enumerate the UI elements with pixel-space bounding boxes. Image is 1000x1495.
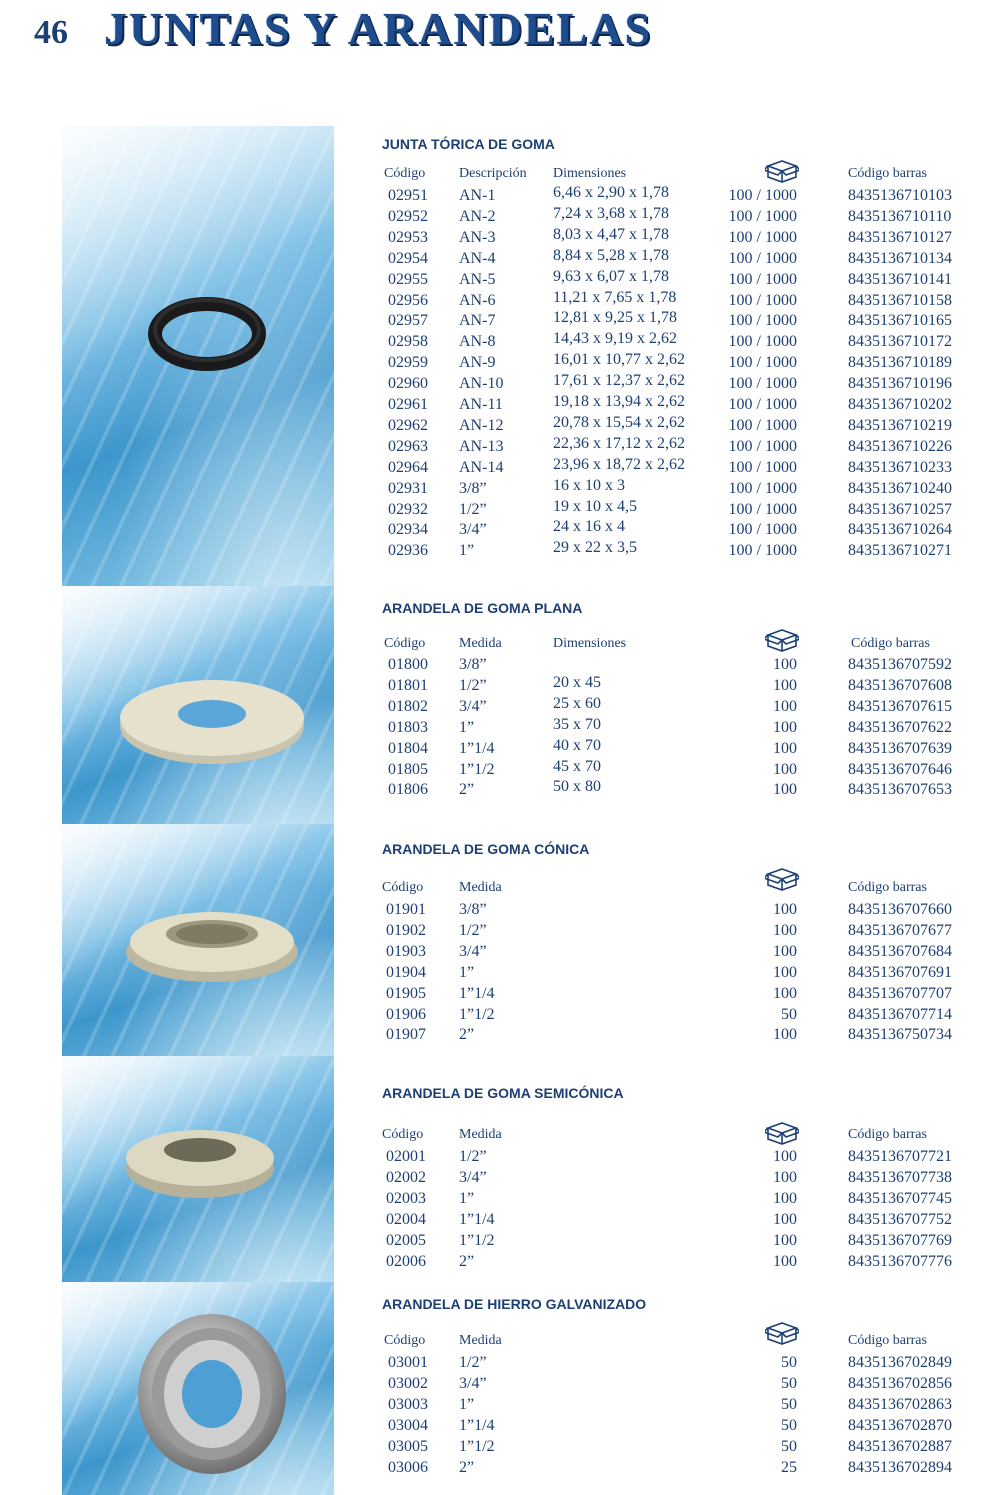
cell-quantity: 100 / 1000: [728, 416, 797, 434]
cell-code: 01904: [386, 963, 426, 981]
cell-description: AN-5: [459, 270, 496, 288]
cell-dimensions: 9,63 x 6,07 x 1,78: [553, 267, 669, 285]
cell-dimensions: 8,84 x 5,28 x 1,78: [553, 246, 669, 264]
cell-code: 01905: [386, 984, 426, 1002]
cell-quantity: 100 / 1000: [728, 187, 797, 204]
cell-quantity: 100: [773, 901, 797, 918]
cell-dimensions: 50 x 80: [553, 778, 601, 796]
cell-code: 03004: [388, 1416, 428, 1434]
cell-code: 02956: [388, 291, 428, 309]
cell-quantity: 100 / 1000: [728, 249, 797, 267]
cell-barcode: 8435136702863: [848, 1395, 952, 1413]
cell-code: 03002: [388, 1374, 428, 1392]
cell-quantity: 100: [773, 1210, 797, 1228]
cell-code: 02961: [388, 396, 428, 413]
cell-code: 01906: [386, 1005, 426, 1023]
cell-barcode: 8435136710233: [848, 458, 952, 476]
cell-description: 1/2”: [459, 921, 487, 939]
header-dimensions: Dimensiones: [553, 166, 627, 181]
cell-barcode: 8435136707660: [848, 901, 952, 918]
cell-quantity: 100: [773, 718, 797, 736]
cell-description: 1”1/2: [459, 1437, 495, 1455]
cell-description: 1”1/4: [459, 984, 495, 1002]
cell-code: 02005: [386, 1231, 426, 1249]
cell-code: 01901: [386, 901, 426, 918]
header-barcode: Código barras: [848, 1127, 927, 1142]
cell-code: 02001: [386, 1148, 426, 1165]
cell-description: 3/8”: [459, 656, 487, 673]
box-icon: [765, 1120, 799, 1151]
cell-barcode: 8435136707608: [848, 676, 952, 694]
box-icon: [765, 158, 799, 189]
cell-code: 02954: [388, 249, 428, 267]
cell-description: AN-12: [459, 416, 504, 434]
cell-description: 3/8”: [459, 479, 487, 497]
cell-barcode: 8435136710202: [848, 396, 952, 413]
cell-description: 2”: [459, 781, 475, 799]
cell-code: 02931: [388, 479, 428, 497]
section-title: ARANDELA DE GOMA PLANA: [382, 600, 583, 616]
cell-barcode: 8435136707714: [848, 1005, 952, 1023]
cell-description: 1/2”: [459, 676, 487, 694]
cell-description: AN-2: [459, 207, 496, 225]
cell-quantity: 100: [773, 984, 797, 1002]
cell-code: 02963: [388, 437, 428, 455]
semiconical-washer-photo: [62, 1056, 334, 1282]
cell-barcode: 8435136707653: [848, 781, 952, 799]
cell-dimensions: 6,46 x 2,90 x 1,78: [553, 184, 669, 201]
cell-description: AN-13: [459, 437, 504, 455]
cell-dimensions: 20 x 45: [553, 673, 601, 691]
cell-description: AN-1: [459, 187, 496, 204]
cell-description: 1”1/2: [459, 1005, 495, 1023]
cell-code: 01902: [386, 921, 426, 939]
cell-barcode: 8435136702849: [848, 1354, 952, 1371]
cell-code: 01806: [388, 781, 428, 799]
cell-dimensions: 19 x 10 x 4,5: [553, 497, 637, 515]
cell-description: 1”: [459, 542, 475, 560]
cell-description: 1”1/4: [459, 739, 495, 757]
conical-washer-photo: [62, 824, 334, 1056]
cell-code: 02958: [388, 333, 428, 351]
cell-dimensions: 40 x 70: [553, 736, 601, 754]
cell-description: 1”1/4: [459, 1416, 495, 1434]
cell-quantity: 100 / 1000: [728, 437, 797, 455]
cell-description: 1/2”: [459, 1354, 487, 1371]
cell-quantity: 100: [773, 1026, 797, 1044]
cell-dimensions: 17,61 x 12,37 x 2,62: [553, 372, 685, 390]
header-description: Medida: [459, 636, 502, 651]
cell-code: 02951: [388, 187, 428, 204]
cell-quantity: 50: [781, 1395, 797, 1413]
cell-code: 02952: [388, 207, 428, 225]
cell-description: 1/2”: [459, 1148, 487, 1165]
cell-quantity: 100 / 1000: [728, 354, 797, 372]
cell-description: AN-4: [459, 249, 496, 267]
cell-barcode: 8435136710240: [848, 479, 952, 497]
cell-code: 02962: [388, 416, 428, 434]
cell-dimensions: 7,24 x 3,68 x 1,78: [553, 204, 669, 222]
cell-description: 1”1/2: [459, 1231, 495, 1249]
header-code: Código: [382, 1127, 424, 1142]
cell-description: 3/4”: [459, 697, 487, 715]
cell-quantity: 100 / 1000: [728, 500, 797, 518]
cell-barcode: 8435136710103: [848, 187, 952, 204]
cell-description: AN-6: [459, 291, 496, 309]
cell-description: 3/4”: [459, 942, 487, 960]
cell-quantity: 25: [781, 1458, 797, 1476]
cell-barcode: 8435136707592: [848, 656, 952, 673]
cell-quantity: 100 / 1000: [728, 375, 797, 393]
cell-quantity: 100 / 1000: [728, 479, 797, 497]
o-ring-photo: [62, 126, 334, 586]
cell-quantity: 100 / 1000: [728, 207, 797, 225]
cell-quantity: 100 / 1000: [728, 270, 797, 288]
cell-quantity: 100 / 1000: [728, 312, 797, 330]
cell-barcode: 8435136707677: [848, 921, 952, 939]
cell-dimensions: 11,21 x 7,65 x 1,78: [553, 288, 677, 306]
header-code: Código: [384, 1333, 426, 1348]
cell-quantity: 100: [773, 676, 797, 694]
cell-barcode: 8435136707615: [848, 697, 952, 715]
cell-quantity: 100 / 1000: [728, 521, 797, 539]
cell-quantity: 100: [773, 963, 797, 981]
header-description: Medida: [459, 1333, 502, 1348]
cell-dimensions: 22,36 x 17,12 x 2,62: [553, 434, 685, 452]
cell-quantity: 100 / 1000: [728, 458, 797, 476]
cell-dimensions: 16 x 10 x 3: [553, 476, 625, 494]
cell-code: 02957: [388, 312, 428, 330]
cell-quantity: 100: [773, 781, 797, 799]
cell-barcode: 8435136710271: [848, 542, 952, 560]
cell-code: 02955: [388, 270, 428, 288]
cell-description: AN-9: [459, 354, 496, 372]
header-barcode: Código barras: [848, 166, 927, 181]
cell-barcode: 8435136710110: [848, 207, 952, 225]
cell-code: 02936: [388, 542, 428, 560]
cell-description: 1”: [459, 963, 475, 981]
cell-barcode: 8435136710127: [848, 228, 952, 246]
cell-code: 03003: [388, 1395, 428, 1413]
header-code: Código: [382, 880, 424, 895]
cell-dimensions: 29 x 22 x 3,5: [553, 539, 637, 557]
cell-barcode: 8435136707622: [848, 718, 952, 736]
cell-dimensions: 20,78 x 15,54 x 2,62: [553, 413, 685, 431]
galvanized-washer-photo: [62, 1282, 334, 1495]
cell-description: 3/4”: [459, 1168, 487, 1186]
cell-dimensions: 23,96 x 18,72 x 2,62: [553, 455, 685, 473]
header-barcode: Código barras: [851, 636, 930, 651]
page-number: 46: [34, 14, 68, 51]
cell-quantity: 100: [773, 1252, 797, 1270]
cell-description: AN-10: [459, 375, 504, 393]
cell-description: 2”: [459, 1026, 475, 1044]
section-title: ARANDELA DE GOMA CÓNICA: [382, 841, 590, 857]
cell-code: 03006: [388, 1458, 428, 1476]
page-title: JUNTAS Y ARANDELAS: [104, 3, 653, 54]
cell-quantity: 50: [781, 1437, 797, 1455]
cell-barcode: 8435136710264: [848, 521, 952, 539]
cell-barcode: 8435136710189: [848, 354, 952, 372]
cell-quantity: 50: [781, 1354, 797, 1371]
cell-barcode: 8435136707639: [848, 739, 952, 757]
cell-code: 02960: [388, 375, 428, 393]
cell-barcode: 8435136710196: [848, 375, 952, 393]
cell-code: 02953: [388, 228, 428, 246]
cell-barcode: 8435136710165: [848, 312, 952, 330]
cell-quantity: 100 / 1000: [728, 291, 797, 309]
cell-description: 1”1/2: [459, 760, 495, 778]
cell-quantity: 100: [773, 739, 797, 757]
cell-quantity: 100 / 1000: [728, 396, 797, 413]
cell-description: AN-8: [459, 333, 496, 351]
cell-description: 1”: [459, 1189, 475, 1207]
cell-quantity: 50: [781, 1416, 797, 1434]
cell-description: 2”: [459, 1252, 475, 1270]
cell-code: 02004: [386, 1210, 426, 1228]
cell-code: 01903: [386, 942, 426, 960]
cell-dimensions: 19,18 x 13,94 x 2,62: [553, 393, 685, 410]
cell-code: 01907: [386, 1026, 426, 1044]
header-code: Código: [384, 166, 426, 181]
cell-code: 02003: [386, 1189, 426, 1207]
cell-barcode: 8435136707684: [848, 942, 952, 960]
cell-dimensions: 14,43 x 9,19 x 2,62: [553, 330, 677, 348]
cell-quantity: 100: [773, 1231, 797, 1249]
cell-code: 02964: [388, 458, 428, 476]
header-description: Descripción: [459, 166, 527, 181]
box-icon: [765, 1320, 799, 1351]
cell-dimensions: 35 x 70: [553, 715, 601, 733]
cell-dimensions: 24 x 16 x 4: [553, 518, 625, 536]
cell-barcode: 8435136750734: [848, 1026, 952, 1044]
cell-barcode: 8435136707745: [848, 1189, 952, 1207]
cell-code: 02934: [388, 521, 428, 539]
cell-barcode: 8435136710158: [848, 291, 952, 309]
cell-description: AN-14: [459, 458, 504, 476]
box-icon: [765, 866, 799, 897]
cell-description: 3/4”: [459, 521, 487, 539]
cell-description: 1”: [459, 718, 475, 736]
cell-code: 01801: [388, 676, 428, 694]
cell-description: AN-11: [459, 396, 503, 413]
cell-quantity: 100: [773, 942, 797, 960]
cell-code: 02932: [388, 500, 428, 518]
cell-barcode: 8435136707691: [848, 963, 952, 981]
cell-barcode: 8435136707769: [848, 1231, 952, 1249]
cell-quantity: 100 / 1000: [728, 333, 797, 351]
cell-barcode: 8435136707752: [848, 1210, 952, 1228]
section-title: JUNTA TÓRICA DE GOMA: [382, 136, 555, 152]
cell-description: 1”1/4: [459, 1210, 495, 1228]
cell-barcode: 8435136710257: [848, 500, 952, 518]
cell-barcode: 8435136707738: [848, 1168, 952, 1186]
cell-description: 3/4”: [459, 1374, 487, 1392]
cell-dimensions: 45 x 70: [553, 757, 601, 775]
cell-description: 1”: [459, 1395, 475, 1413]
box-icon: [765, 627, 799, 658]
cell-description: 2”: [459, 1458, 475, 1476]
cell-barcode: 8435136702887: [848, 1437, 952, 1455]
cell-quantity: 50: [781, 1374, 797, 1392]
cell-code: 02002: [386, 1168, 426, 1186]
cell-barcode: 8435136707776: [848, 1252, 952, 1270]
cell-dimensions: 8,03 x 4,47 x 1,78: [553, 225, 669, 243]
cell-dimensions: 16,01 x 10,77 x 2,62: [553, 351, 685, 369]
cell-code: 03001: [388, 1354, 428, 1371]
header-barcode: Código barras: [848, 880, 927, 895]
cell-code: 03005: [388, 1437, 428, 1455]
cell-barcode: 8435136702870: [848, 1416, 952, 1434]
cell-code: 01800: [388, 656, 428, 673]
cell-barcode: 8435136702894: [848, 1458, 952, 1476]
header-dimensions: Dimensiones: [553, 636, 627, 651]
header-barcode: Código barras: [848, 1333, 927, 1348]
cell-code: 02006: [386, 1252, 426, 1270]
cell-dimensions: 25 x 60: [553, 694, 601, 712]
cell-code: 01805: [388, 760, 428, 778]
cell-quantity: 50: [781, 1005, 797, 1023]
cell-description: 1/2”: [459, 500, 487, 518]
cell-quantity: 100 / 1000: [728, 228, 797, 246]
header-description: Medida: [459, 880, 502, 895]
cell-code: 02959: [388, 354, 428, 372]
flat-washer-photo: [62, 586, 334, 824]
cell-barcode: 8435136702856: [848, 1374, 952, 1392]
cell-code: 01804: [388, 739, 428, 757]
cell-code: 01802: [388, 697, 428, 715]
cell-code: 01803: [388, 718, 428, 736]
cell-quantity: 100: [773, 760, 797, 778]
cell-barcode: 8435136710219: [848, 416, 952, 434]
section-title: ARANDELA DE GOMA SEMICÓNICA: [382, 1085, 624, 1101]
cell-barcode: 8435136710134: [848, 249, 952, 267]
cell-barcode: 8435136710226: [848, 437, 952, 455]
cell-dimensions: 12,81 x 9,25 x 1,78: [553, 309, 677, 327]
cell-barcode: 8435136710172: [848, 333, 952, 351]
cell-quantity: 100: [773, 1168, 797, 1186]
cell-barcode: 8435136707646: [848, 760, 952, 778]
cell-quantity: 100: [773, 921, 797, 939]
cell-quantity: 100 / 1000: [728, 542, 797, 560]
cell-quantity: 100: [773, 656, 797, 673]
cell-description: AN-3: [459, 228, 496, 246]
cell-description: 3/8”: [459, 901, 487, 918]
cell-barcode: 8435136707721: [848, 1148, 952, 1165]
cell-barcode: 8435136707707: [848, 984, 952, 1002]
section-title: ARANDELA DE HIERRO GALVANIZADO: [382, 1296, 647, 1312]
cell-quantity: 100: [773, 697, 797, 715]
header-code: Código: [384, 636, 426, 651]
header-description: Medida: [459, 1127, 502, 1142]
cell-barcode: 8435136710141: [848, 270, 952, 288]
cell-quantity: 100: [773, 1189, 797, 1207]
cell-quantity: 100: [773, 1148, 797, 1165]
cell-description: AN-7: [459, 312, 496, 330]
